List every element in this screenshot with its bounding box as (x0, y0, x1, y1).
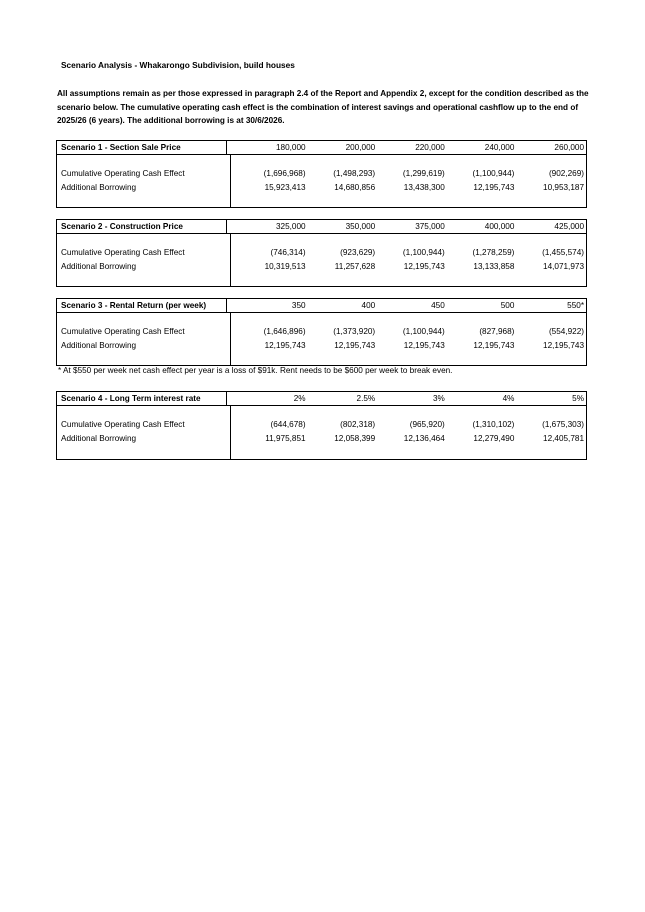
column-header: 180,000 (275, 143, 306, 152)
cell-value: (802,318) (340, 420, 376, 429)
cell-value: 14,071,973 (543, 261, 584, 271)
scenario-header (57, 392, 586, 406)
cell-value: (1,675,303) (542, 420, 584, 429)
cell-value: 12,279,490 (473, 433, 515, 443)
scenario-label: Scenario 2 - Construction Price (57, 220, 227, 233)
table-row (57, 181, 586, 195)
column-header: 5% (572, 394, 585, 403)
table-row (57, 167, 586, 181)
page-title: Scenario Analysis - Whakarongo Subdivision, build houses (61, 60, 295, 70)
cell-value: 13,133,858 (473, 261, 515, 271)
column-header: 425,000 (554, 222, 585, 231)
cell-value: (554,922) (548, 327, 584, 336)
column-header: 350 (291, 301, 306, 310)
cell-value: (746,314) (270, 248, 306, 257)
scenario-1-table (56, 140, 587, 208)
cell-value: 12,195,743 (403, 340, 445, 350)
column-header: 2.5% (356, 394, 376, 403)
scenario-4-table (56, 391, 587, 460)
table-row (57, 432, 586, 446)
row-label: Additional Borrowing (61, 340, 137, 350)
cell-value: (923,629) (340, 248, 376, 257)
cell-value: (1,696,968) (263, 169, 306, 178)
cell-value: (1,498,293) (333, 169, 376, 178)
column-header: 400 (361, 301, 376, 310)
cell-value: (1,646,896) (263, 327, 306, 336)
cell-value: (1,299,619) (402, 169, 445, 178)
scenario-label: Scenario 4 - Long Term interest rate (57, 392, 227, 405)
scenario-label: Scenario 1 - Section Sale Price (57, 141, 227, 154)
cell-value: (644,678) (270, 420, 306, 429)
table-row (57, 339, 586, 353)
cell-value: (1,100,944) (402, 248, 445, 257)
row-label: Additional Borrowing (61, 433, 137, 443)
scenario-label: Scenario 3 - Rental Return (per week) (57, 299, 227, 312)
column-header: 260,000 (554, 143, 585, 152)
column-header: 220,000 (415, 143, 445, 152)
cell-value: 11,257,628 (334, 261, 376, 271)
scenario-header (57, 220, 586, 234)
column-header: 4% (502, 394, 515, 403)
cell-value: (1,100,944) (402, 327, 445, 336)
column-header: 240,000 (484, 143, 515, 152)
cell-value: 10,319,513 (264, 261, 306, 271)
row-label: Cumulative Operating Cash Effect (61, 248, 185, 257)
cell-value: 11,975,851 (265, 433, 306, 443)
column-header: 3% (432, 394, 445, 403)
cell-value: (1,278,259) (472, 248, 515, 257)
cell-value: (902,269) (548, 169, 584, 178)
cell-value: 12,405,781 (543, 433, 584, 443)
cell-value: 14,680,856 (334, 182, 376, 192)
column-header: 2% (293, 394, 306, 403)
column-header: 550* (567, 301, 585, 310)
cell-value: 13,438,300 (403, 182, 445, 192)
scenario-header (57, 141, 586, 155)
footnote: * At $550 per week net cash effect per year is a loss of $91k. Rent needs to be $600 per week to break even. (58, 366, 453, 375)
cell-value: 12,136,464 (403, 433, 445, 443)
column-header: 450 (431, 301, 445, 310)
scenario-3-table (56, 298, 587, 366)
cell-value: (1,373,920) (333, 327, 376, 336)
intro-paragraph: All assumptions remain as per those expressed in paragraph 2.4 of the Report and Appendix 2, except for the condition described as the scenario below. The cumulative operating cash effect is the combination of interest savings and operational cashflow up to the end of 2025/26 (6 years). The additional borrowing is at 30/6/2026. (57, 89, 589, 125)
scenario-2-table (56, 219, 587, 287)
cell-value: 12,195,743 (473, 182, 515, 192)
cell-value: (1,455,574) (542, 248, 584, 257)
row-label: Cumulative Operating Cash Effect (61, 420, 185, 429)
column-header: 400,000 (484, 222, 515, 231)
row-label: Additional Borrowing (61, 261, 137, 271)
table-row (57, 246, 586, 260)
column-header: 375,000 (415, 222, 445, 231)
cell-value: (965,920) (409, 420, 445, 429)
cell-value: 12,195,743 (334, 340, 376, 350)
cell-value: 12,195,743 (473, 340, 515, 350)
cell-value: (1,310,102) (472, 420, 515, 429)
cell-value: 10,953,187 (543, 182, 584, 192)
table-row (57, 418, 586, 432)
scenario-header (57, 299, 586, 313)
row-label: Additional Borrowing (61, 182, 137, 192)
column-header: 325,000 (275, 222, 306, 231)
cell-value: 12,195,743 (543, 340, 584, 350)
row-label: Cumulative Operating Cash Effect (61, 327, 185, 336)
cell-value: 12,058,399 (334, 433, 376, 443)
cell-value: 12,195,743 (264, 340, 306, 350)
column-header: 500 (500, 301, 515, 310)
cell-value: (827,968) (479, 327, 515, 336)
column-header: 350,000 (345, 222, 376, 231)
table-row (57, 325, 586, 339)
cell-value: 15,923,413 (264, 182, 306, 192)
cell-value: (1,100,944) (472, 169, 515, 178)
table-row (57, 260, 586, 274)
column-header: 200,000 (345, 143, 376, 152)
cell-value: 12,195,743 (403, 261, 445, 271)
row-label: Cumulative Operating Cash Effect (61, 169, 185, 178)
